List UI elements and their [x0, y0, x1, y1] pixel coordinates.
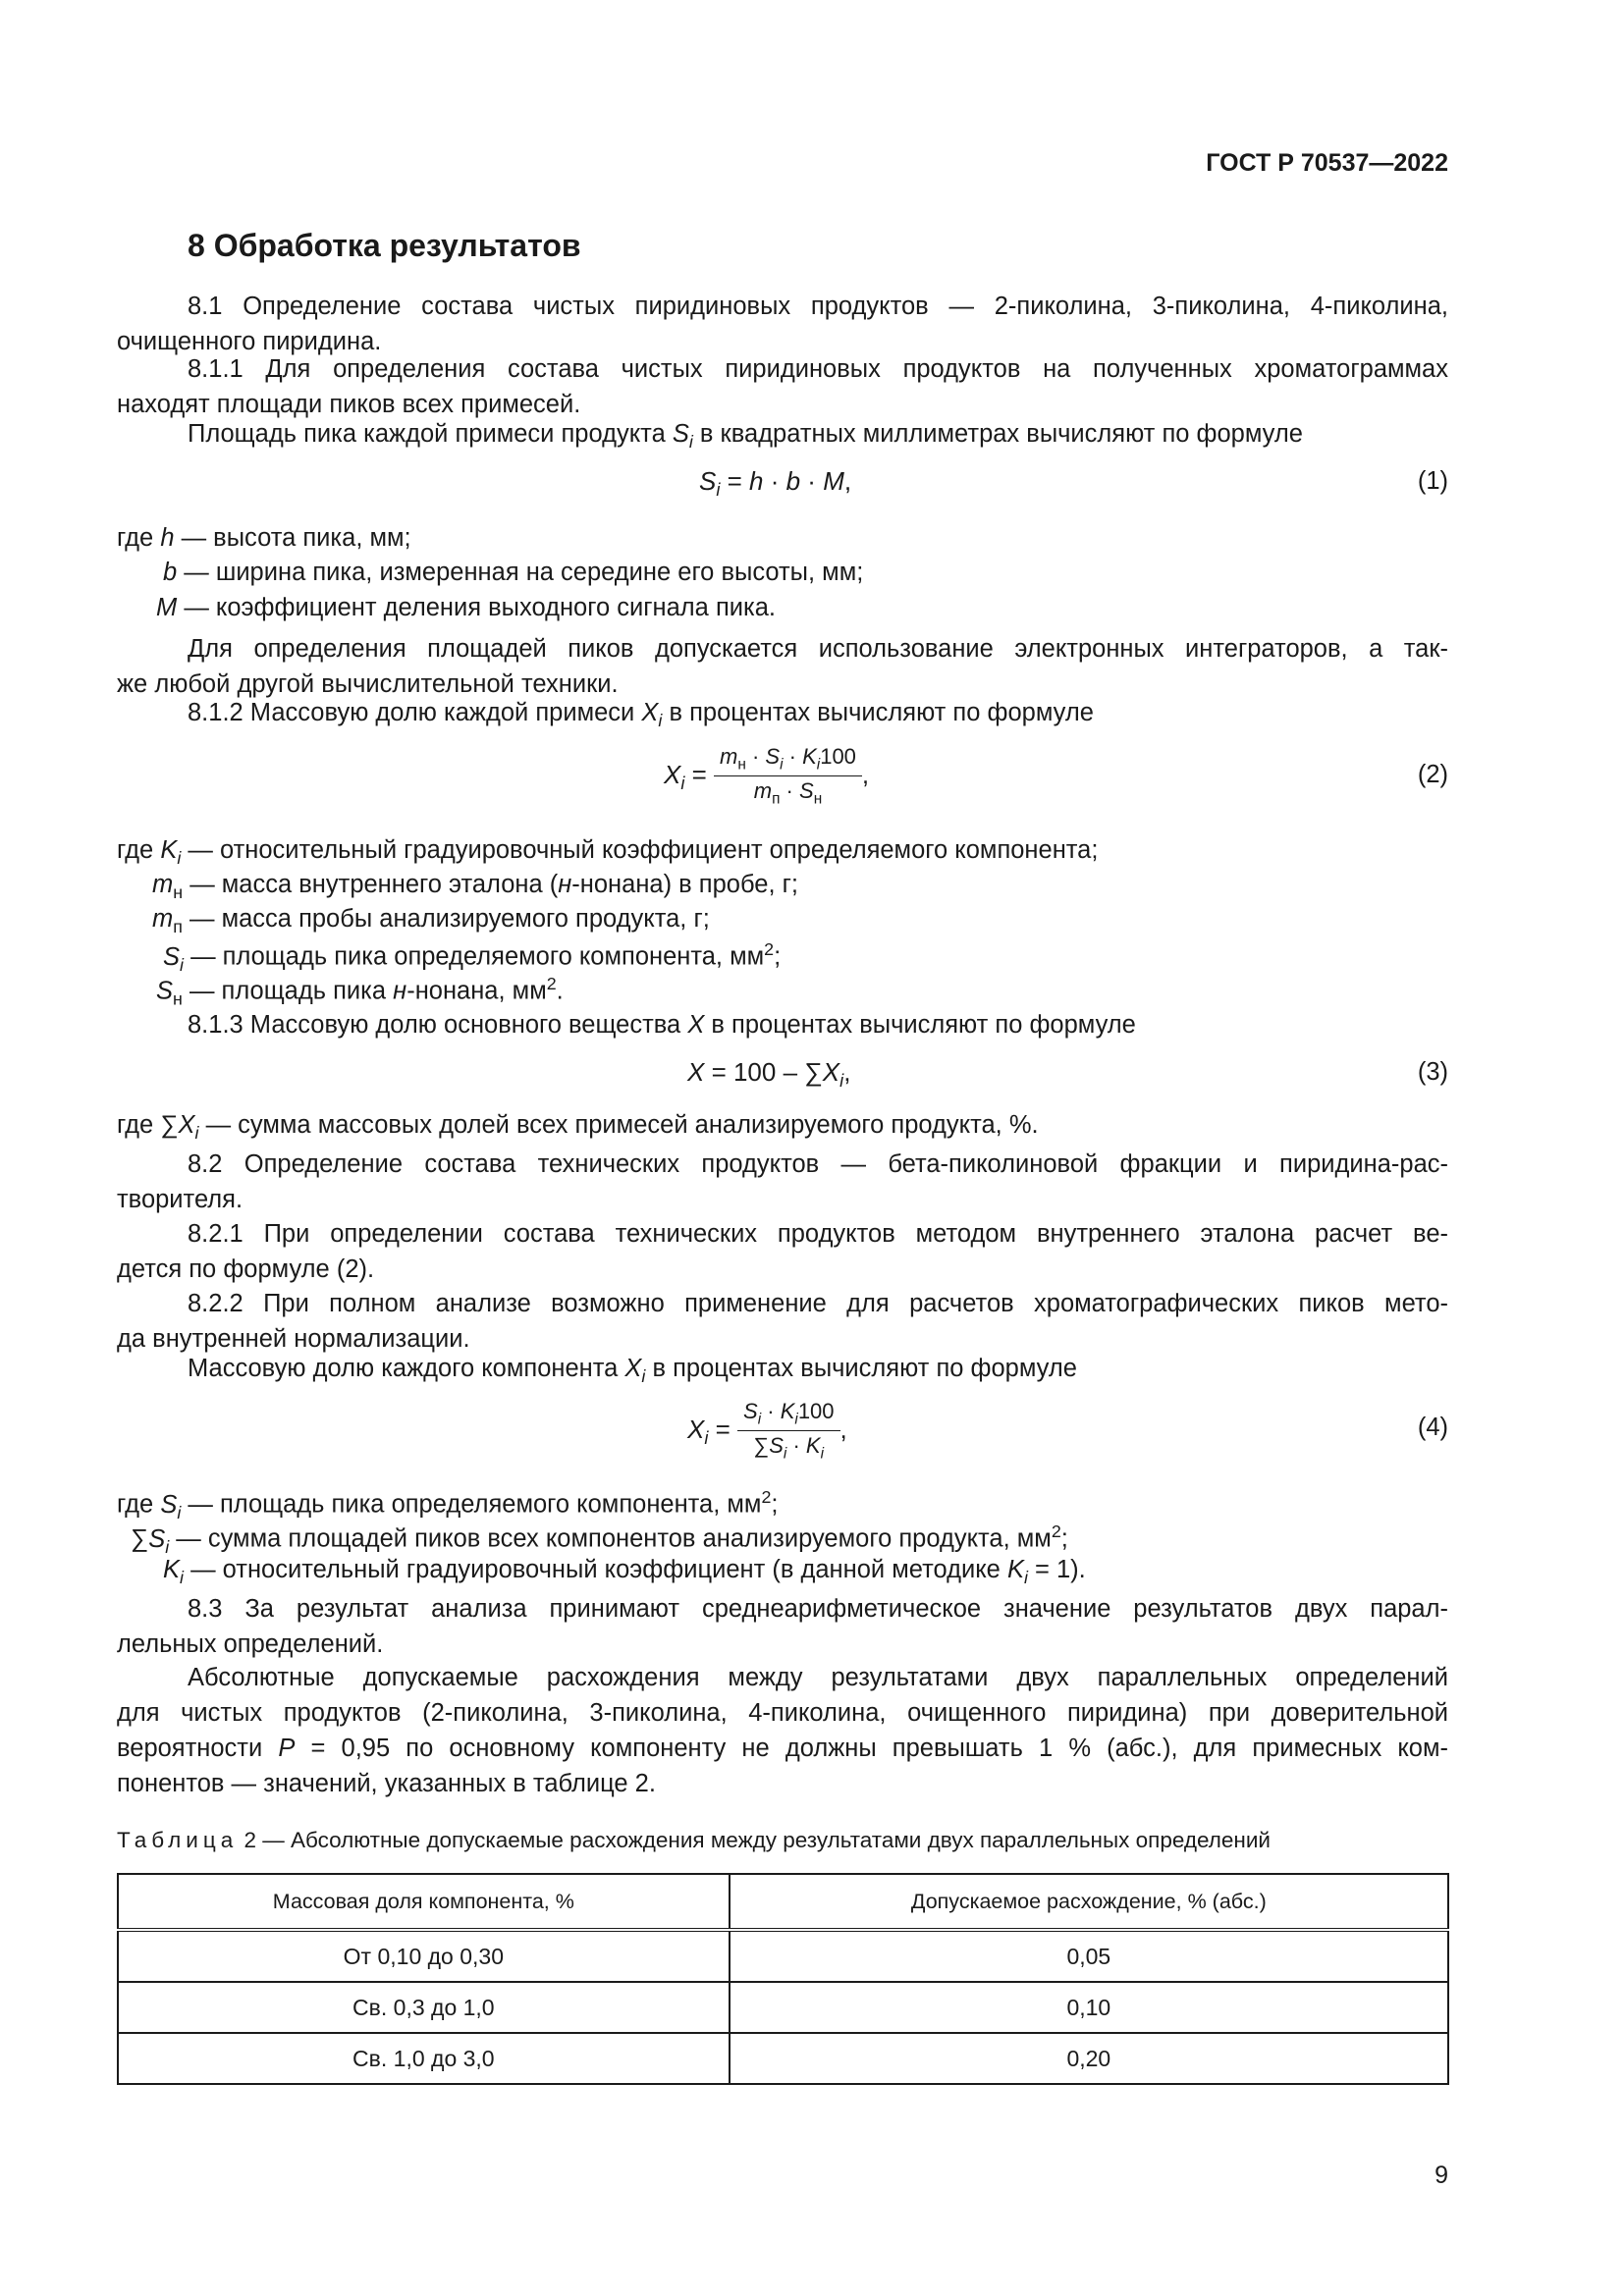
definition-m: M — коэффициент деления выходного сигнала пика. [156, 594, 776, 621]
formula-3-number: (3) [1417, 1058, 1448, 1086]
paragraph-8-1-2: 8.1.2 Массовую долю каждой примеси $X_i$ в процентах вычисляют по формуле [188, 699, 1094, 731]
formula-2-number: (2) [1417, 761, 1448, 788]
paragraph-8-1-3: 8.1.3 Массовую долю основного вещества X в процентах вычисляют по формуле [188, 1011, 1136, 1039]
definition-mp: $m_п$ — масса пробы анализируемого продукта, г; [152, 905, 710, 937]
paragraph-8-2-1: 8.2.1 При определении состава технических продуктов методом внутреннего эталона расчет ве- дется по формуле (2). [117, 1220, 1448, 1283]
definition-si: $S_i$ — площадь пика определяемого компонента, $мм^2$; [163, 939, 782, 975]
definition-sn: $S_н$ — площадь пика н-нонана, $мм^2$. [156, 974, 564, 1009]
definition-mn: $m_н$ — масса внутреннего эталона (н-нонана) в пробе, г; [152, 871, 799, 903]
definition-sum-x: где $\sum X_i$ — сумма массовых долей всех примесей анализируемого продукта, %. [117, 1111, 1039, 1144]
component-intro: Массовую долю каждого компонента $X_i$ в процентах вычисляют по формуле [188, 1355, 1077, 1387]
table-caption: Таблица 2 — Абсолютные допускаемые расхождения между результатами двух параллельных определений [117, 1828, 1271, 1852]
paragraph-8-1: 8.1 Определение состава чистых пиридиновых продуктов — 2-пиколина, 3-пиколина, 4-пиколина, очищенного пиридина. [117, 293, 1448, 355]
document-id: ГОСТ Р 70537—2022 [1206, 149, 1448, 177]
section-title: 8 Обработка результатов [188, 228, 581, 263]
definition-b: b — ширина пика, измеренная на середине его высоты, мм; [163, 559, 864, 586]
area-intro: Площадь пика каждой примеси продукта $S_i$ в квадратных миллиметрах вычисляют по формуле [188, 420, 1303, 453]
definition-h: где h — высота пика, мм; [117, 524, 411, 552]
definition-sum-s: $\sum S_i$ — сумма площадей пиков всех компонентов анализируемого продукта, $мм^2$; [131, 1522, 1068, 1557]
definition-si-4: где $S_i$ — площадь пика определяемого компонента, $мм^2$; [117, 1487, 779, 1522]
table-header-tolerance: Допускаемое расхождение, % (абс.) [730, 1874, 1448, 1930]
formula-4: $X_i$ = $\frac{S_i \cdot K_i100}{\sum S_i \cdot K_i}$ , [687, 1399, 847, 1463]
paragraph-8-1-1: 8.1.1 Для определения состава чистых пиридиновых продуктов на полученных хроматограммах находят площади пиков всех примесей. [117, 355, 1448, 418]
page-number: 9 [1435, 2162, 1448, 2189]
tolerance-table [117, 1873, 1449, 2085]
paragraph-8-2-2: 8.2.2 При полном анализе возможно применение для расчетов хроматографических пиков мето- да внутренней нормализации. [117, 1290, 1448, 1353]
paragraph-abs: Абсолютные допускаемые расхождения между результатами двух параллельных определений для чистых продуктов (2-пиколина, 3-пиколина, 4-пиколина, очищенного пиридина) при доверительной вероятности P = 0,95 по основному компоненту не должны превышать 1 % (абс.), для примесных ком- понентов — значений, указанных в таблице 2. [117, 1664, 1448, 1797]
table-row: От 0,10 до 0,30 0,05 [118, 1930, 1448, 1982]
formula-1-number: (1) [1417, 467, 1448, 495]
formula-2: $X_i$ = $\frac{m_н \cdot S_i \cdot K_i100}{m_п \cdot S_н}$ , [664, 744, 870, 808]
paragraph-8-2: 8.2 Определение состава технических продуктов — бета-пиколиновой фракции и пиридина-рас- творителя. [117, 1150, 1448, 1213]
formula-4-number: (4) [1417, 1414, 1448, 1441]
paragraph-8-3: 8.3 За результат анализа принимают среднеарифметическое значение результатов двух парал- лельных определений. [117, 1595, 1448, 1658]
paragraph-integrators: Для определения площадей пиков допускается использование электронных интеграторов, а так- же любой другой вычислительной техники. [117, 635, 1448, 698]
definition-k: где $K_i$ — относительный градуировочный коэффициент определяемого компонента; [117, 836, 1099, 869]
formula-3: $X = 100 - \sum X_i$, [687, 1057, 851, 1092]
formula-1: $S_i = h \cdot b \cdot M$, [699, 466, 852, 501]
table-row: Св. 1,0 до 3,0 0,20 [118, 2033, 1448, 2084]
table-row: Св. 0,3 до 1,0 0,10 [118, 1982, 1448, 2033]
definition-ki-4: $K_i$ — относительный градуировочный коэффициент (в данной методике $K_i = 1$). [163, 1556, 1086, 1588]
table-header-fraction: Массовая доля компонента, % [118, 1874, 730, 1930]
